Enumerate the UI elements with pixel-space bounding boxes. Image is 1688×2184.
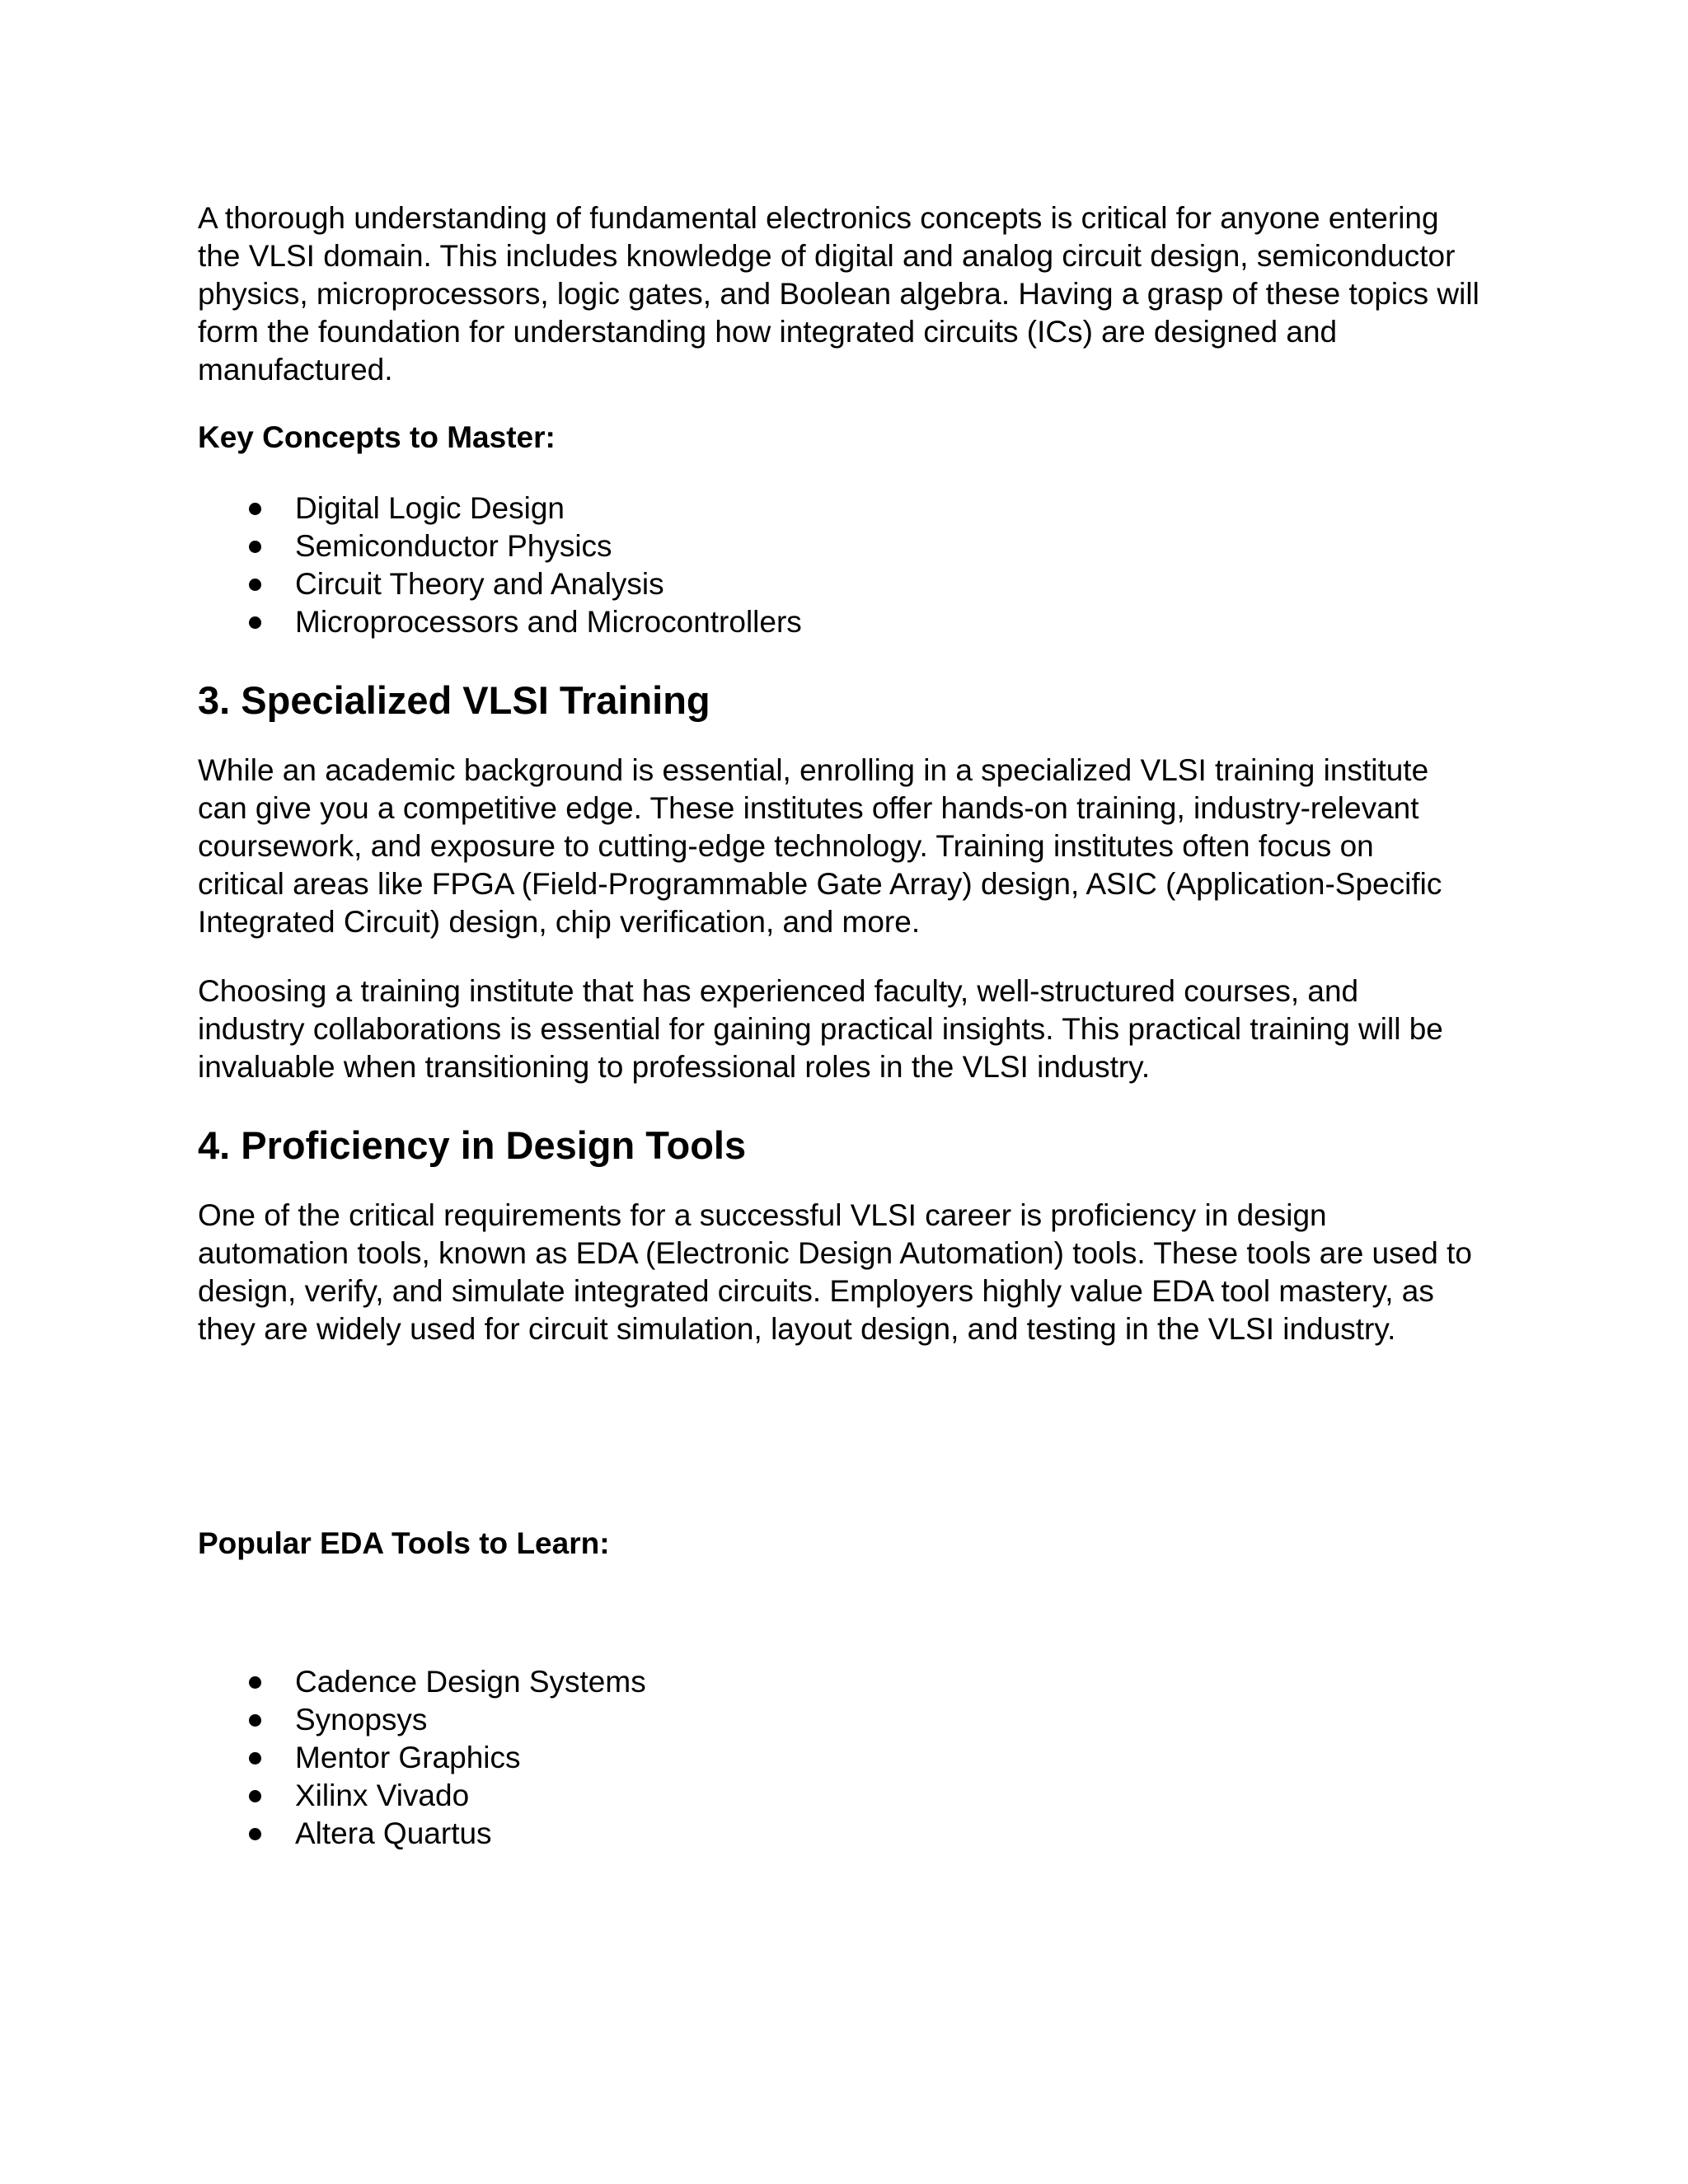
document-page xyxy=(198,199,1500,1853)
bullet-icon xyxy=(249,1676,261,1689)
bullet-icon xyxy=(249,503,261,515)
list-item: Xilinx Vivado xyxy=(198,1777,1500,1815)
list-item: Semiconductor Physics xyxy=(198,527,1500,565)
list-item: Digital Logic Design xyxy=(198,490,1500,527)
bullet-icon xyxy=(249,1828,261,1840)
bullet-icon xyxy=(249,1714,261,1727)
bullet-icon xyxy=(249,541,261,553)
list-item: Cadence Design Systems xyxy=(198,1663,1500,1701)
list-item: Synopsys xyxy=(198,1701,1500,1739)
section4-paragraph: One of the critical requirements for a successful VLSI career is proficiency in design automation tools, known as EDA (Electronic Design Automation) tools. These tools are used to design, verify, and simulate integrated circuits. Employers highly value EDA tool mastery, as they are widely used for circuit simulation, layout design, and testing in the VLSI industry. xyxy=(198,1198,1472,1346)
key-concepts-label: Key Concepts to Master: xyxy=(198,420,556,454)
section3-paragraph-2: Choosing a training institute that has experienced faculty, well-structured courses, and industry collaborations is essential for gaining practical insights. This practical training will be invaluable when transitioning to professional roles in the VLSI industry. xyxy=(198,974,1443,1084)
list-item: Altera Quartus xyxy=(198,1815,1500,1853)
list-item: Circuit Theory and Analysis xyxy=(198,565,1500,603)
bullet-icon xyxy=(249,1752,261,1765)
bullet-icon xyxy=(249,1790,261,1802)
bullet-icon xyxy=(249,616,261,629)
section3-heading: 3. Specialized VLSI Training xyxy=(198,678,710,722)
list-item: Mentor Graphics xyxy=(198,1739,1500,1777)
intro-paragraph: A thorough understanding of fundamental electronics concepts is critical for anyone entering the VLSI domain. This includes knowledge of digital and analog circuit design, semiconductor physics, microprocessors, logic gates, and Boolean algebra. Having a grasp of these topics will form the foundation for understanding how integrated circuits (ICs) are designed and manufactured. xyxy=(198,201,1479,387)
list-item: Microprocessors and Microcontrollers xyxy=(198,603,1500,641)
bullet-icon xyxy=(249,579,261,591)
key-concepts-list xyxy=(198,490,1500,641)
eda-tools-label: Popular EDA Tools to Learn: xyxy=(198,1526,610,1560)
section3-paragraph-1: While an academic background is essential, enrolling in a specialized VLSI training institute can give you a competitive edge. These institutes offer hands-on training, industry-relevant coursework, and exposure to cutting-edge technology. Training institutes often focus on critical areas like FPGA (Field-Programmable Gate Array) design, ASIC (Application-Specific Integrated Circuit) design, chip verification, and more. xyxy=(198,753,1442,939)
eda-tools-list xyxy=(198,1663,1500,1853)
section4-heading: 4. Proficiency in Design Tools xyxy=(198,1123,747,1167)
